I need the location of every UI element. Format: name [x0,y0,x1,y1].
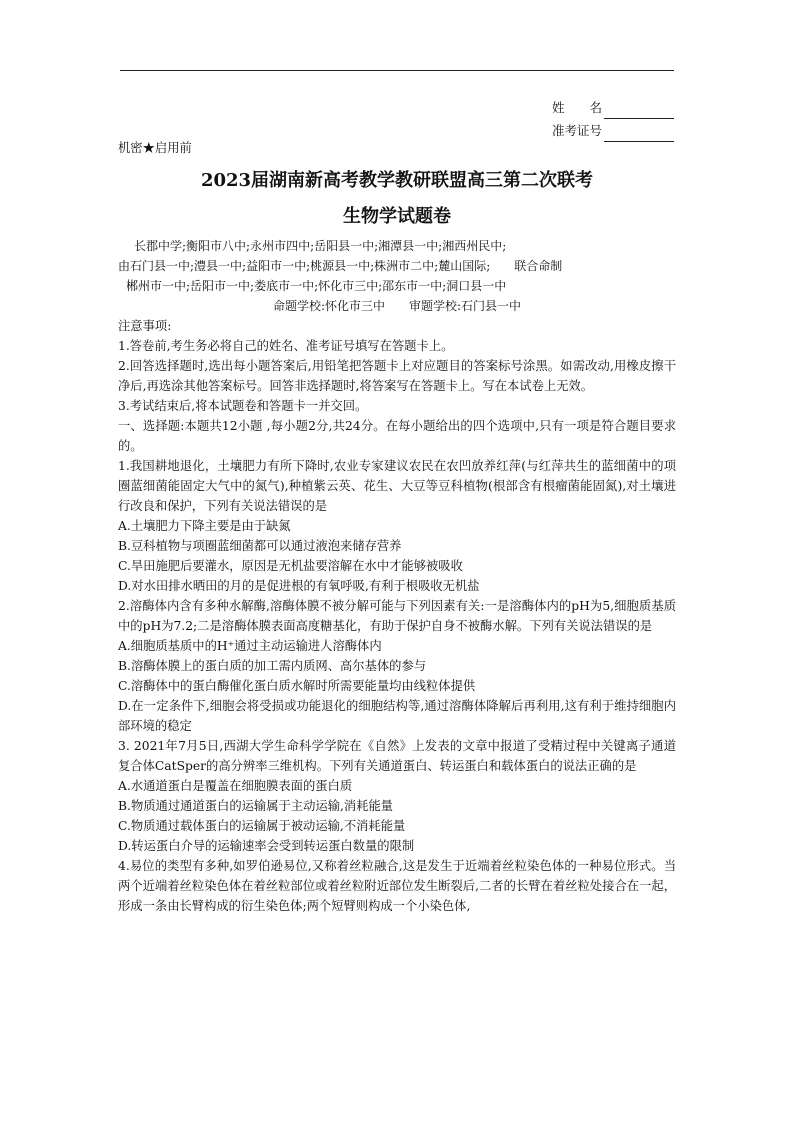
exam-id-label: 准考证号 [551,123,602,138]
setter-schools: 命题学校:怀化市三中 审题学校:石门县一中 [272,299,522,313]
candidate-info-box [552,96,674,142]
option-a: A.土壤肥力下降主要是由于缺氮 [118,519,291,533]
option-b: B.溶酶体膜上的蛋白质的加工需内质网、高尔基体的参与 [118,659,427,673]
option-d: D.转运蛋白介导的运输速率会受到转运蛋白数量的限制 [118,839,415,853]
option-b: B.豆科植物与项圈蓝细菌都可以通过液泡来储存营养 [118,539,402,553]
option-d: D.对水田排水晒田的月的是促进根的有氧呼吸,有利于根吸收无机盐 [118,579,480,593]
option-a: A.细胞质基质中的H⁺通过主动运输进人溶酶体内 [118,639,382,653]
question-2 [118,596,676,736]
option-d: D.在一定条件下,细胞会将受损或功能退化的细胞结构等,通过溶酶体降解后再利用,这有利于维持细胞内部环境的稳定 [118,699,676,733]
schools-line: 由石门县一中;澧县一中;益阳市一中;桃源县一中;株洲市二中;麓山国际; 联合命制 [118,259,563,273]
option-b: B.物质通过通道蛋白的运输属于主动运输,消耗能量 [118,799,394,813]
name-field[interactable] [604,103,674,119]
schools-block [118,236,676,316]
schools-line: 长郡中学;衡阳市八中;永州市四中;岳阳县一中;湘潭县一中;湘西州民中; [134,239,507,253]
schools-line: 郴州市一中;岳阳市一中;娄底市一中;怀化市三中;邵东市一中;洞口县一中 [126,279,507,293]
exam-subtitle: 生物学试题卷 [343,206,451,227]
name-label: 姓 名 [551,100,602,115]
question-stem: 3. 2021年7月5日,西湖大学生命科学学院在《自然》上发表的文章中报道了受精过程中关键离子通道复合体CatSper的高分辨率三维机构。下列有关通道蛋白、转运蛋白和载体蛋白的说法正确的是 [118,739,676,773]
note-item: 2.回答选择题时,选出每小题答案后,用铅笔把答题卡上对应题目的答案标号涂黑。如需改动,用橡皮擦干净后,再选涂其他答案标号。回答非选择题时,将答案写在答题卡上。写在本试卷上无效。 [118,359,676,393]
question-stem: 1.我国耕地退化，土壤肥力有所下降时,农业专家建议农民在农凹放养红萍(与红萍共生的蓝细菌中的项圈蓝细菌能固定大气中的氮气),种植紫云英、花生、大豆等豆科植物(根部含有根瘤菌能固氮),对土壤进行改良和保护，下列有关说法错误的是 [118,459,676,513]
top-divider [120,70,674,71]
exam-title: 2023届湖南新高考教学教研联盟高三第二次联考 [200,170,594,191]
name-row [552,96,674,119]
confidential-mark: 机密★启用前 [118,141,192,155]
question-stem: 4.易位的类型有多种,如罗伯逊易位,又称着丝粒融合,这是发生于近端着丝粒染色体的一种易位形式。当两个近端着丝粒染色体在着丝粒部位或着丝粒附近部位发生断裂后,二者的长臂在着丝粒处接合在一起，形成一条由长臂构成的衍生染色体;两个短臂则构成一个小染色体, [118,859,676,913]
question-4 [118,856,676,916]
option-a: A.水通道蛋白是覆盖在细胞膜表面的蛋白质 [118,779,353,793]
exam-content [118,138,676,916]
option-c: C.旱田施肥后要灌水，原因是无机盐要溶解在水中才能够被吸收 [118,559,463,573]
option-c: C.物质通过载体蛋白的运输属于被动运输,不消耗能量 [118,819,406,833]
question-3 [118,736,676,856]
question-1 [118,456,676,596]
note-item: 3.考试结束后,将本试题卷和答题卡一并交回。 [118,399,368,413]
option-c: C.溶酶体中的蛋白酶催化蛋白质水解时所需要能量均由线粒体提供 [118,679,476,693]
question-stem: 2.溶酶体内含有多种水解酶,溶酶体膜不被分解可能与下列因素有关:一是溶酶体内的pH为5,细胞质基质中的pH为7.2;二是溶酶体膜表面高度糖基化，有助于保护自身不被酶水解。下列有关说法错误的是 [118,599,676,633]
section-intro: 一、选择题:本题共12小题 ,每小题2分,共24分。在每小题给出的四个选项中,只有一项是符合题目要求的。 [118,419,676,453]
note-item: 1.答卷前,考生务必将自己的姓名、准考证号填写在答题卡上。 [118,339,454,353]
notes-heading: 注意事项: [118,319,172,333]
